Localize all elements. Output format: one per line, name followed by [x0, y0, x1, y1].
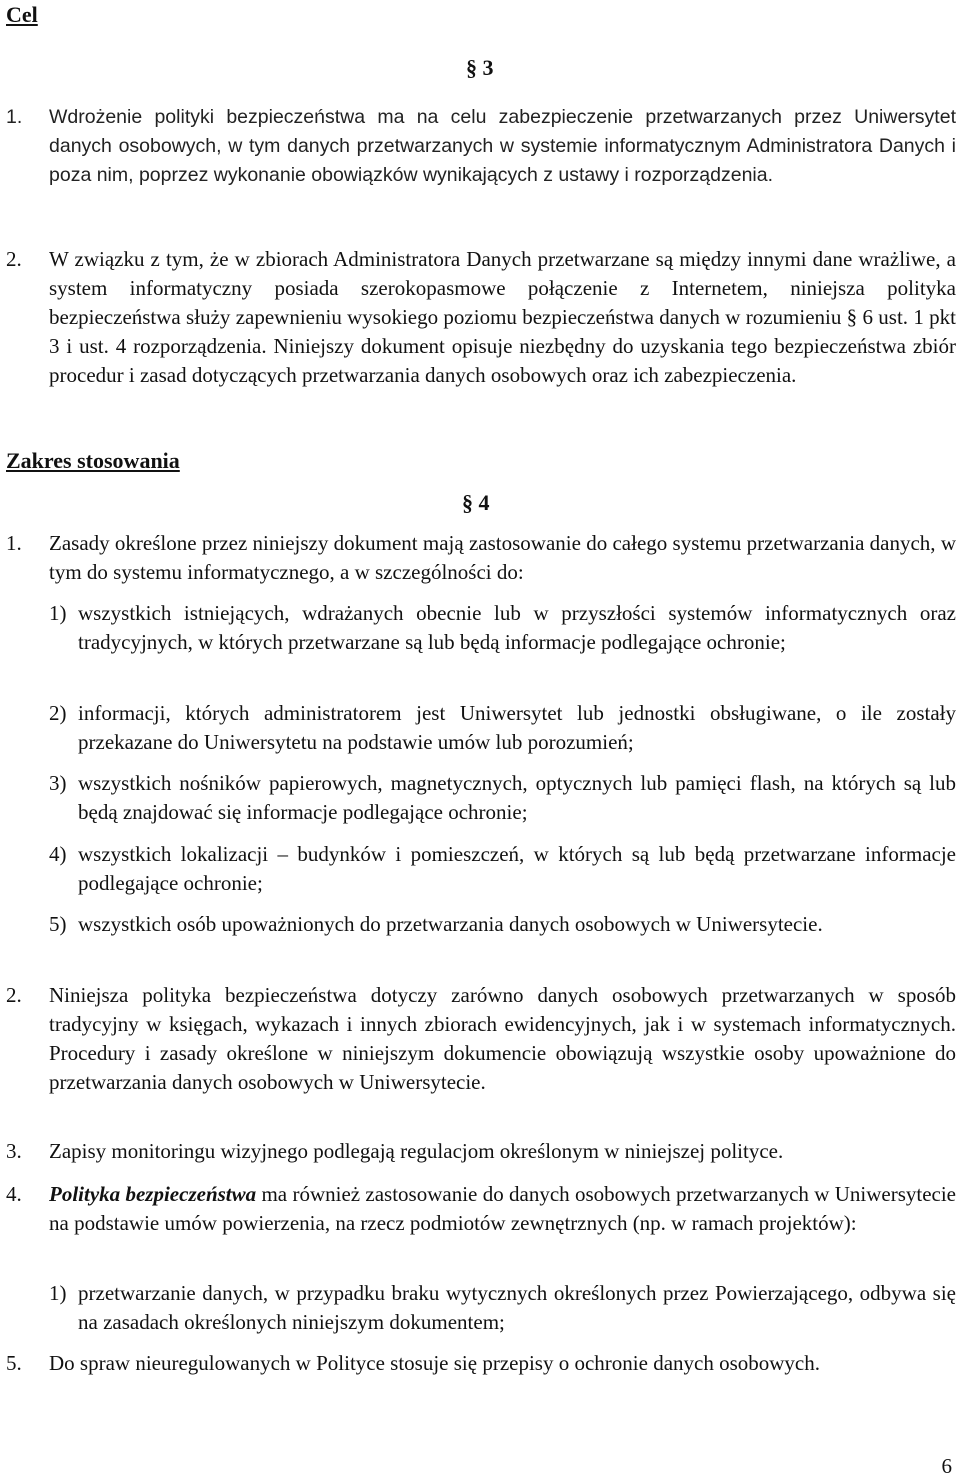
- s4-p2-number: 2.: [6, 983, 22, 1007]
- s3-p2-number: 2.: [6, 247, 22, 271]
- list-item-text: przetwarzanie danych, w przypadku braku wytycznych określonych przez Powierzającego, odbywa się na zasadach określonych niniejszym dokumentem;: [78, 1281, 956, 1334]
- s4-p1-number: 1.: [6, 531, 22, 555]
- s3-paragraph-1: [6, 103, 956, 190]
- heading-cel: Cel: [6, 2, 38, 27]
- list-item: [49, 699, 956, 757]
- s3-p1-number: 1.: [6, 106, 23, 128]
- list-item-text: informacji, których administratorem jest Uniwersytet lub jednostki obsługiwane, o ile zostały przekazane do Uniwersytetu na podstawie umów lub porozumień;: [78, 701, 956, 754]
- page-number: 6: [941, 1454, 952, 1478]
- s3-paragraph-2: [6, 245, 956, 390]
- list-item-number: 4): [49, 842, 67, 866]
- list-item-number: 2): [49, 701, 67, 725]
- section-4-label: § 4: [462, 490, 490, 515]
- s4-paragraph-1: [6, 529, 956, 587]
- s4-p4-text-block: [49, 1180, 956, 1238]
- list-item: [49, 1279, 956, 1337]
- s3-p1-text: Wdrożenie polityki bezpieczeństwa ma na celu zabezpieczenie przetwarzanych przez Uniwersytet danych osobowych, w tym danych przetwarzanych w systemie informatycznym Administratora Danych i poza nim, poprzez wykonanie obowiązków wynikających z ustawy i rozporządzenia.: [49, 106, 956, 186]
- policy-name-emphasis: Polityka bezpieczeństwa: [49, 1182, 257, 1206]
- list-item-text: wszystkich istniejących, wdrażanych obecnie lub w przyszłości systemów informatycznych oraz tradycyjnych, w których przetwarzane są lub będą informacje podlegające ochronie;: [78, 601, 956, 654]
- s4-p5-number: 5.: [6, 1351, 22, 1375]
- list-item-number: 1): [49, 1281, 67, 1305]
- list-item-text: wszystkich nośników papierowych, magnetycznych, optycznych lub pamięci flash, na których są lub będą znajdować się informacje podlegające ochronie;: [78, 771, 956, 824]
- s4-p5-text: Do spraw nieuregulowanych w Polityce stosuje się przepisy o ochronie danych osobowych.: [49, 1351, 820, 1375]
- list-item: [49, 910, 956, 939]
- s4-p2-text: Niniejsza polityka bezpieczeństwa dotyczy zarówno danych osobowych przetwarzanych w sposób tradycyjny w księgach, wykazach i innych zbiorach ewidencyjnych, jak i w systemach informatycznych. Procedury i zasady określone w niniejszym dokumencie obowiązują wszystkie osoby upoważnione do przetwarzania danych osobowych w Uniwersytecie.: [49, 983, 956, 1094]
- list-item-text: wszystkich lokalizacji – budynków i pomieszczeń, w których są lub będą przetwarzane informacje podlegające ochronie;: [78, 842, 956, 895]
- s4-p4-text: ma również zastosowanie do danych osobowych przetwarzanych w Uniwersytecie na podstawie umów powierzenia, na rzecz podmiotów zewnętrznych (np. w ramach projektów):: [49, 1182, 956, 1235]
- s3-p2-text: W związku z tym, że w zbiorach Administratora Danych przetwarzane są między innymi dane wrażliwe, a system informatyczny posiada szerokopasmowe połączenie z Internetem, niniejsza polityka bezpieczeństwa służy zapewnieniu wysokiego poziomu bezpieczeństwa danych w rozumieniu § 6 ust. 1 pkt 3 i ust. 4 rozporządzenia. Niniejszy dokument opisuje niezbędny do uzyskania tego bezpieczeństwa zbiór procedur i zasad dotyczących przetwarzania danych osobowych oraz ich zabezpieczenia.: [49, 247, 956, 387]
- s4-p3-text: Zapisy monitoringu wizyjnego podlegają regulacjom określonym w niniejszej polityce.: [49, 1139, 784, 1163]
- list-item-number: 3): [49, 771, 67, 795]
- s4-paragraph-5: [6, 1349, 956, 1378]
- list-item-text: wszystkich osób upoważnionych do przetwarzania danych osobowych w Uniwersytecie.: [78, 912, 823, 936]
- list-item: [49, 769, 956, 827]
- section-3-label: § 3: [466, 55, 494, 80]
- list-item-number: 1): [49, 601, 67, 625]
- list-item: [49, 599, 956, 657]
- s4-paragraph-3: [6, 1137, 956, 1166]
- s4-paragraph-2: [6, 981, 956, 1097]
- s4-paragraph-4: [6, 1180, 956, 1238]
- s4-p3-number: 3.: [6, 1139, 22, 1163]
- heading-zakres-stosowania: Zakres stosowania: [6, 448, 180, 473]
- s4-p4-number: 4.: [6, 1182, 22, 1206]
- list-item-number: 5): [49, 912, 67, 936]
- list-item: [49, 840, 956, 898]
- s4-p1-text: Zasady określone przez niniejszy dokument mają zastosowanie do całego systemu przetwarzania danych, w tym do systemu informatycznego, a w szczególności do:: [49, 531, 956, 584]
